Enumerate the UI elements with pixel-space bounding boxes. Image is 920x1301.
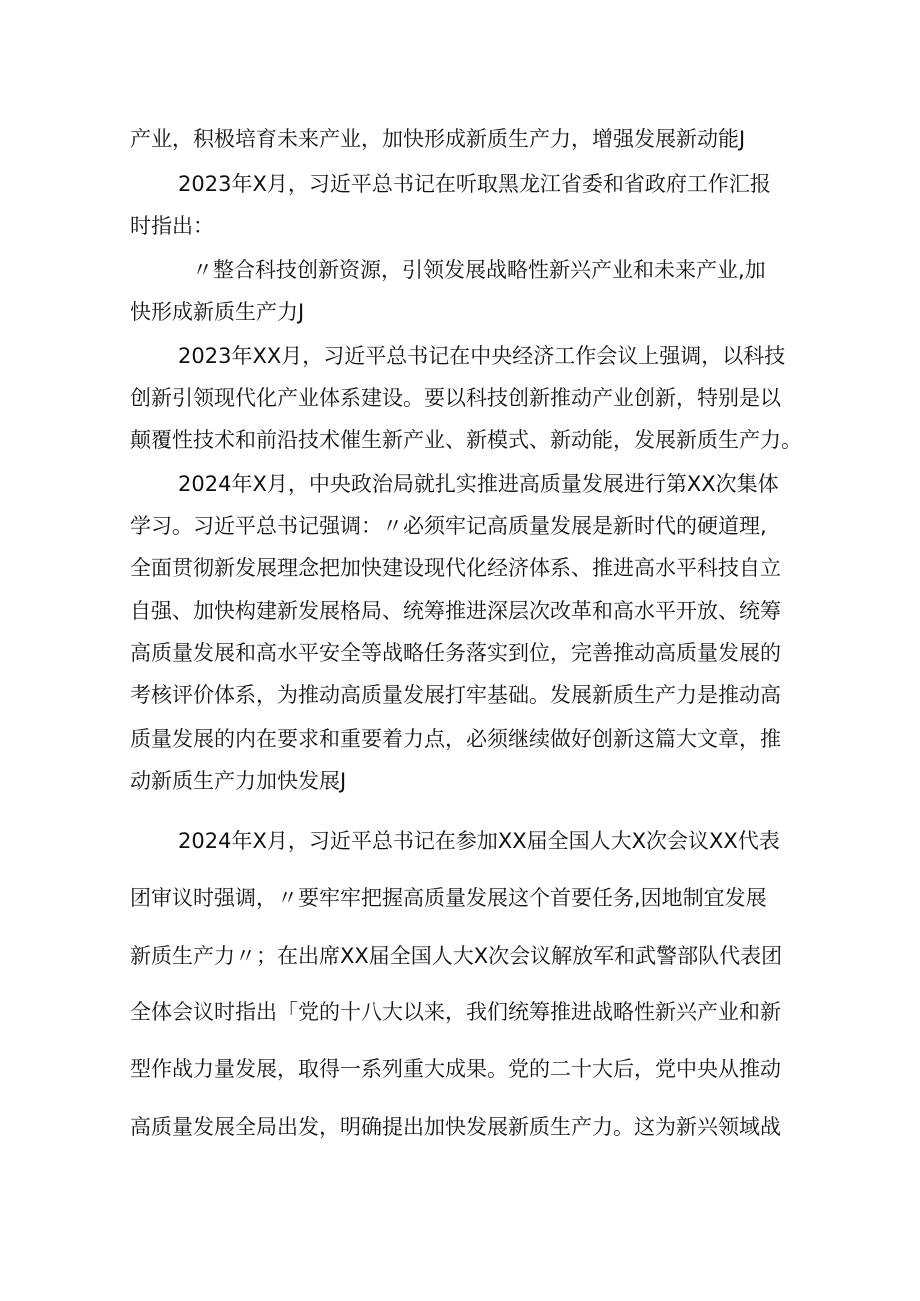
text-line-15: 质量发展的内在要求和重要着力点，必须继续做好创新这篇大文章，推	[130, 727, 781, 751]
text-line-13: 高质量发展和高水平安全等战略任务落实到位，完善推动高质量发展的	[130, 641, 781, 665]
text-line-2: 2023年X月，习近平总书记在听取黑龙江省委和省政府工作汇报	[178, 172, 771, 196]
text-line-11: 全面贯彻新发展理念把加快建设现代化经济体系、推进高水平科技自立	[130, 556, 781, 580]
text-line-19: 新质生产力〃；在出席XX届全国人大X次会议解放军和武警部队代表团	[130, 944, 783, 968]
text-line-3: 时指出：	[130, 214, 214, 238]
text-line-16: 动新质生产力加快发展J	[130, 769, 347, 793]
text-line-8: 颠覆性技术和前沿技术催生新产业、新模式、新动能，发展新质生产力。	[130, 428, 802, 452]
text-line-5: 快形成新质生产力J	[130, 300, 305, 324]
text-line-14: 考核评价体系，为推动高质量发展打牢基础。发展新质生产力是推动高	[130, 683, 781, 707]
text-line-1: 产业，积极培育未来产业，加快形成新质生产力，增强发展新动能J	[130, 127, 746, 151]
text-line-12: 自强、加快构建新发展格局、统筹推进深层次改革和高水平开放、统筹	[130, 599, 781, 623]
text-line-9: 2024年X月，中央政治局就扎实推进高质量发展进行第XX次集体	[178, 472, 779, 496]
text-line-21: 型作战力量发展，取得一系列重大成果。党的二十大后，党中央从推动	[130, 1057, 781, 1081]
text-line-18: 团审议时强调，〃要牢牢把握高质量发展这个首要任务,因地制宜发展	[130, 886, 767, 910]
text-line-6: 2023年XX月，习近平总书记在中央经济工作会议上强调，以科技	[178, 344, 786, 368]
text-line-10: 学习。习近平总书记强调：〃必须牢记高质量发展是新时代的硬道理,	[130, 514, 767, 538]
text-line-20: 全体会议时指出「党的十八大以来，我们统筹推进战略性新兴产业和新	[130, 1000, 781, 1024]
text-line-17: 2024年X月，习近平总书记在参加XX届全国人大X次会议XX代表	[178, 829, 780, 853]
text-line-4: 〃整合科技创新资源，引领发展战略性新兴产业和未来产业,加	[192, 258, 766, 282]
text-line-22: 高质量发展全局出发，明确提出加快发展新质生产力。这为新兴领域战	[130, 1115, 781, 1139]
text-line-7: 创新引领现代化产业体系建设。要以科技创新推动产业创新，特别是以	[130, 386, 781, 410]
